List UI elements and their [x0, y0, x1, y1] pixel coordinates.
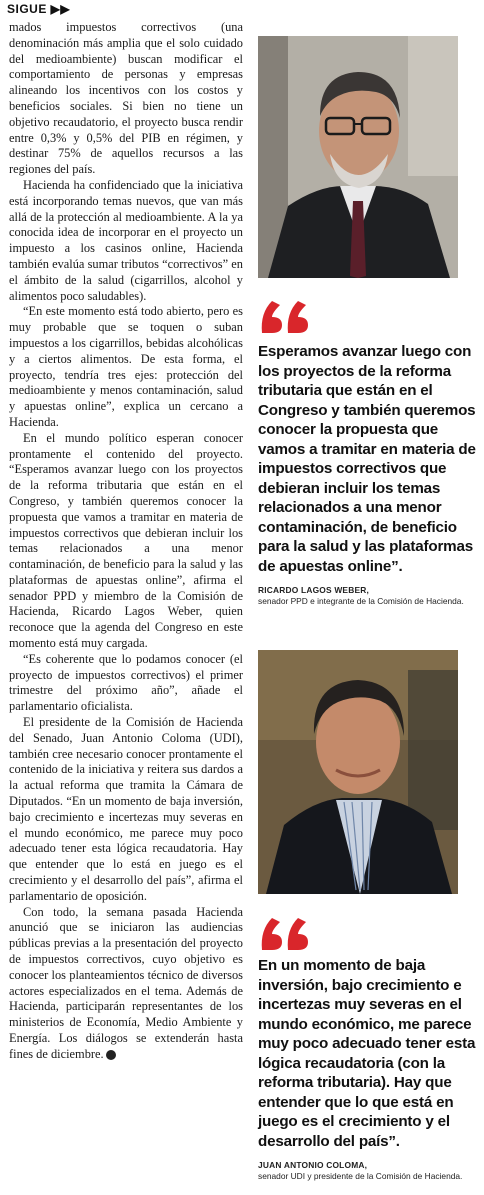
paragraph: “Es coherente que lo podamos conocer (el proyecto de impuestos correctivos) el primer trimestre del próximo año”, añade el parlamentario oficialista.: [9, 651, 243, 714]
credit-role: senador UDI y presidente de la Comisión de Hacienda.: [258, 1170, 463, 1181]
paragraph-text: Con todo, la semana pasada Hacienda anunció que se iniciaron las audiencias públicas previas a la presentación del proyecto de impuestos correctivos, cuyo objetivo es conocer los planteamientos técnico de diversos actores especializados en el tema. Además de Hacienda, participarán representantes de los ministerios de Economía, Medio Ambiente y Energía. Los diálogos se extenderán hasta fines de diciembre.: [9, 904, 243, 1061]
paragraph-last: [9, 905, 243, 1063]
paragraph: mados impuestos correctivos (una denominación más amplia que el solo cuidado del medioambiente) buscan modificar el comportamiento de personas y empresas alineando los incentivos con los costos y beneficios sociales. Si bien no tiene un objetivo recaudatorio, el proyecto busca rendir entre 0,3% y 0,5% del PIB en régimen, y destinar 75% de aquellos recursos a las regiones del país.: [9, 20, 243, 177]
credit-name: JUAN ANTONIO COLOMA,: [258, 1160, 368, 1170]
pull-quote-coloma: En un momento de baja inversión, bajo crecimiento e incertezas muy severas en el mundo económico, me parece muy poco adecuado tener esta lógica recaudatoria (con la reforma tributaria). Hay que entender que lo que está en juego es el crecimiento y el desarrollo del país”.: [258, 957, 476, 1150]
quote-mark-icon: [258, 912, 312, 952]
quote-credit-lagos: [258, 585, 480, 606]
paragraph: Hacienda ha confidenciado que la iniciativa está incorporando temas nuevos, que van más allá de la protección al medioambiente. A la ya conocida idea de incorporar en el proyecto un impuesto a los casinos online, Hacienda también evalúa sumar tributos “correctivos” en el ámbito de la salud (cigarrillos, alcohol y alimentos poco saludables).: [9, 177, 243, 303]
credit-role: senador PPD e integrante de la Comisión de Hacienda.: [258, 595, 464, 606]
paragraph: El presidente de la Comisión de Hacienda del Senado, Juan Antonio Coloma (UDI), también cree necesario conocer prontamente el contenido de la iniciativa y reitera sus dardos a la actual reforma que tramita la Cámara de Diputados. “En un momento de baja inversión, bajo crecimiento e incertezas muy severas en el mundo económico, me parece muy poco adecuado tener esta lógica recaudatoria. Hay que entender que lo está en juego es el crecimiento y el desarrollo del país”, afirma el parlamentario de oposición.: [9, 715, 243, 903]
quote-mark-icon: [258, 295, 312, 335]
paragraph: “En este momento está todo abierto, pero es muy probable que se toquen o suban impuestos a los cigarrillos, bebidas alcohólicas y a ciertos alimentos. De esta forma, el proyecto, tendría tres ejes: protección del medioambiente y menos contaminación, salud y apuestas online”, explica un cercano a Hacienda.: [9, 304, 243, 429]
end-mark-icon: P: [106, 1050, 116, 1060]
portrait-ricardo-lagos-weber: [258, 36, 458, 278]
paragraph: En el mundo político esperan conocer prontamente el contenido del proyecto. “Esperamos avanzar luego con los proyectos de la reforma tributaria que están en el Congreso, y también queremos conocer la propuesta que vamos a tramitar en materia de impuestos correctivos que debieran incluir los temas relacionados a una menor contaminación, de beneficio para la salud y las plataformas de apuestas online”, afirma el senador PPD y miembro de la Comisión de Hacienda, Ricardo Lagos Weber, quien reconoce que la agenda del Congreso en este momento está muy cargada.: [9, 430, 243, 651]
article-body: [9, 20, 243, 1063]
credit-name: RICARDO LAGOS WEBER,: [258, 585, 370, 595]
portrait-juan-antonio-coloma: [258, 650, 458, 894]
pull-quote-lagos: Esperamos avanzar luego con los proyectos de la reforma tributaria que están en el Congreso y también queremos conocer la propuesta que vamos a tramitar en materia de impuestos correctivos que debieran incluir los temas relacionados a una menor contaminación, de beneficio para la salud y las plataformas de apuestas online”.: [258, 343, 476, 575]
quote-credit-coloma: [258, 1160, 480, 1181]
continue-marker: SIGUE ▶▶: [7, 2, 71, 16]
